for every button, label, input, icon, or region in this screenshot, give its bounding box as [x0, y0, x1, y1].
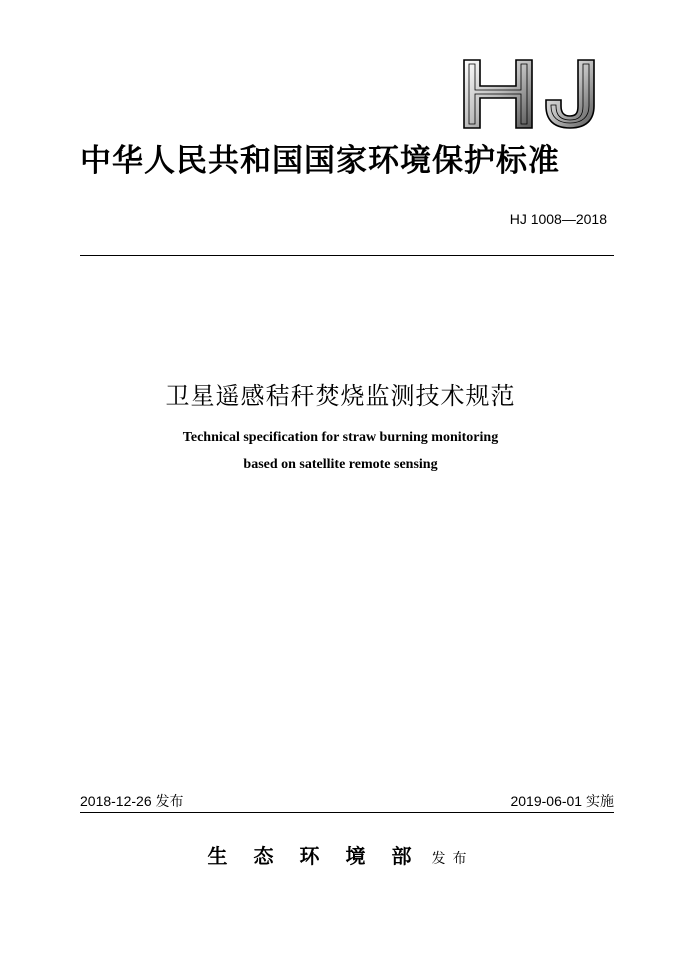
- top-divider: [80, 255, 614, 256]
- document-title-en-line1: Technical specification for straw burning monitoring: [182, 430, 499, 445]
- hj-logo-letter-h: [464, 60, 532, 128]
- standard-category-title: 中华人民共和国国家环境保护标准: [80, 143, 560, 179]
- issue-date: 2018-12-26 发布: [80, 793, 184, 809]
- standard-number: HJ 1008—2018: [509, 211, 607, 227]
- document-title-cn: 卫星遥感秸秆焚烧监测技术规范: [165, 382, 516, 410]
- hj-logo: [460, 56, 600, 132]
- bottom-divider: [80, 812, 614, 813]
- hj-logo-letter-j: [546, 60, 594, 128]
- publisher-name: 生态环境部: [207, 844, 438, 868]
- implementation-date: 2019-06-01 实施: [510, 793, 614, 809]
- publisher-action: 发布: [431, 851, 474, 867]
- document-title-en-line2: based on satellite remote sensing: [243, 457, 438, 472]
- publisher-line: [0, 842, 681, 873]
